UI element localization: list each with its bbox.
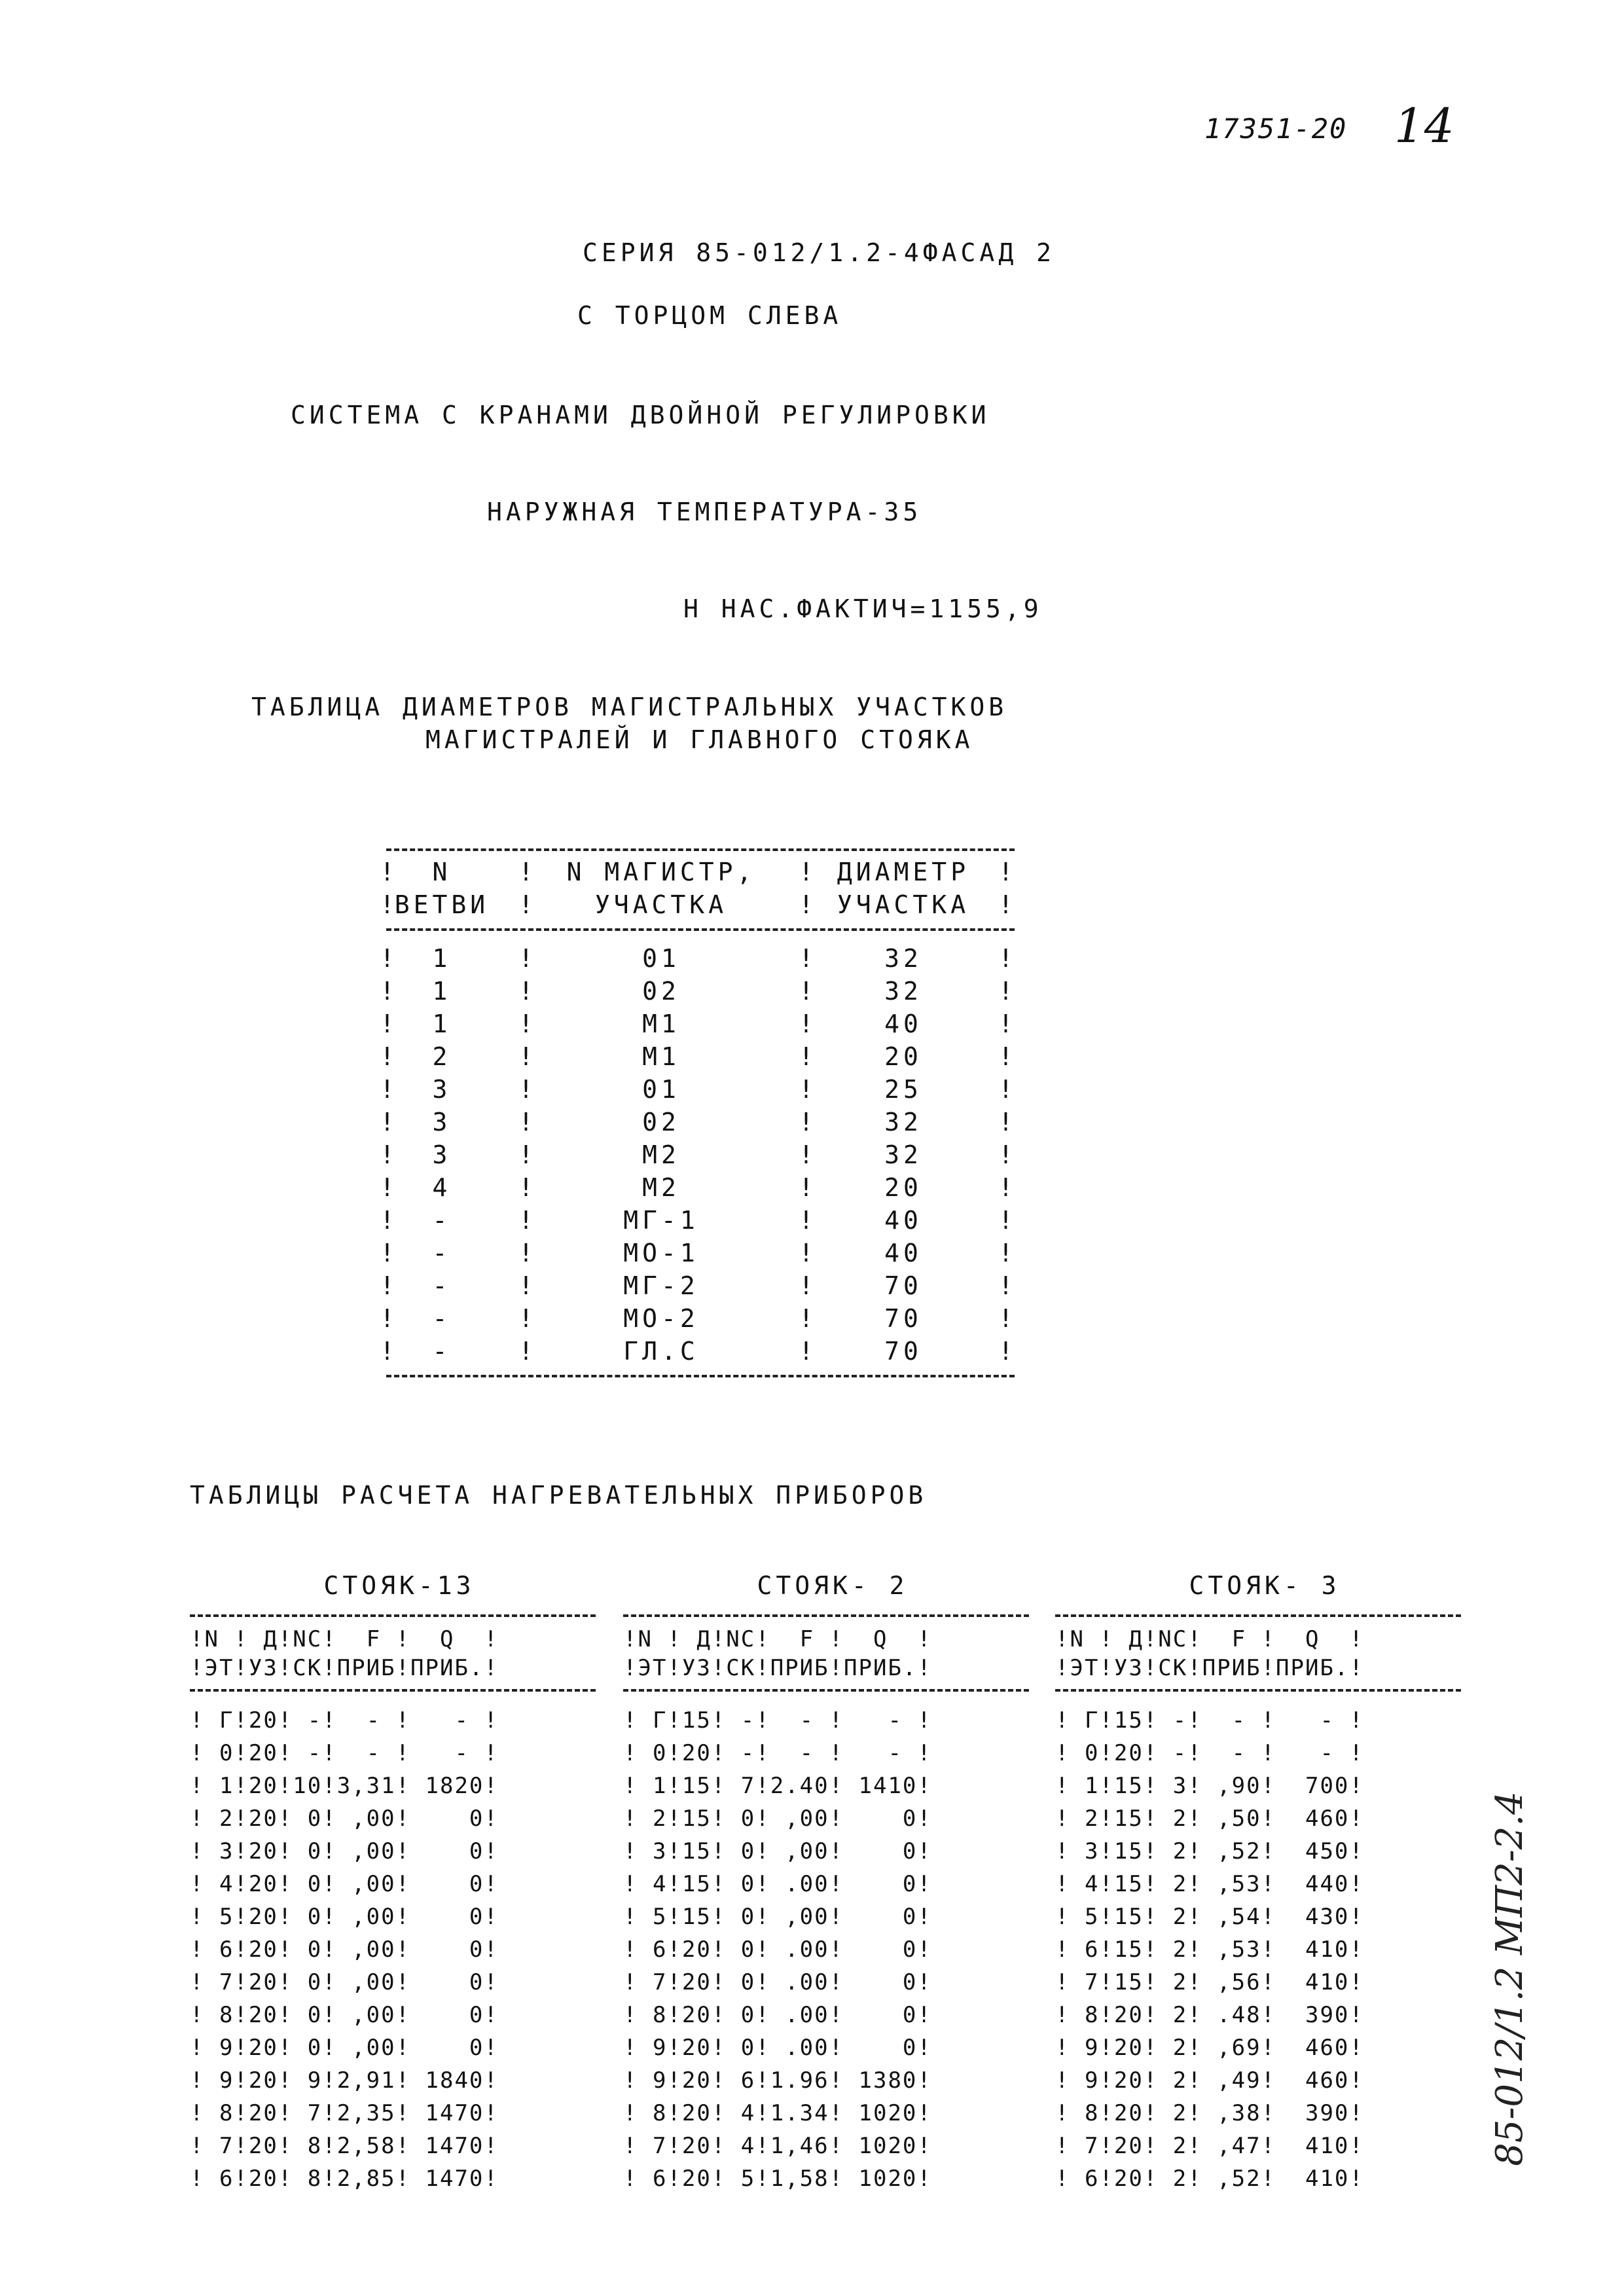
table-row: ! 5!20! 0! ,00! 0! [190,1904,499,1930]
table-rule [386,928,1015,931]
table-row: ! 7!20! 2! ,47! 410! [1055,2133,1364,2159]
table-cell: ГЛ.С [623,1337,699,1366]
table-cell: - [432,1337,452,1366]
column-separator: ! [998,858,1013,886]
table-header-row: !N ! Д!NС! F ! Q ! [623,1626,932,1652]
system-line: СИСТЕМА С КРАНАМИ ДВОЙНОЙ РЕГУЛИРОВКИ [291,401,990,429]
page-number: 14 [1394,98,1454,153]
table-row: ! 4!15! 0! .00! 0! [623,1871,932,1897]
riser-title: СТОЯК-13 [323,1571,475,1600]
column-separator: ! [380,1009,395,1038]
table-cell: М1 [642,1009,680,1038]
table-cell: 70 [884,1337,922,1366]
table-row: ! 8!20! 0! ,00! 0! [190,2002,499,2028]
column-separator: ! [518,1075,533,1104]
table-rule [190,1689,596,1692]
table-row: ! 2!15! 2! ,50! 460! [1055,1806,1364,1832]
table-row: ! 5!15! 2! ,54! 430! [1055,1904,1364,1930]
table-header-row: !ЭТ!УЗ!СК!ПРИБ!ПРИБ.! [190,1655,499,1681]
table-header-row: !N ! Д!NС! F ! Q ! [1055,1626,1364,1652]
table-cell: 3 [432,1140,452,1169]
table-header-cell: УЧАСТКА [837,890,970,919]
table-row: ! 9!20! 6!1.96! 1380! [623,2067,932,2094]
table-row: ! 2!20! 0! ,00! 0! [190,1806,499,1832]
column-separator: ! [518,1042,533,1071]
column-separator: ! [998,1239,1013,1267]
table-cell: МО-1 [623,1239,699,1267]
table-header-row: !ЭТ!УЗ!СК!ПРИБ!ПРИБ.! [623,1655,932,1681]
column-separator: ! [998,1271,1013,1300]
column-separator: ! [518,858,533,886]
table-cell: 25 [884,1075,922,1104]
table-row: ! 6!20! 2! ,52! 410! [1055,2166,1364,2192]
table-row: ! 3!20! 0! ,00! 0! [190,1838,499,1864]
column-separator: ! [518,890,533,919]
column-separator: ! [998,1206,1013,1235]
table-row: ! 0!20! -! - ! - ! [190,1740,499,1766]
temperature-line: НАРУЖНАЯ ТЕМПЕРАТУРА-35 [487,498,922,526]
table-rule [1055,1689,1461,1692]
column-separator: ! [518,977,533,1006]
column-separator: ! [518,1108,533,1136]
table-row: ! 5!15! 0! ,00! 0! [623,1904,932,1930]
series-line: СЕРИЯ 85-012/1.2-4ФАСАД 2 [583,238,1055,267]
table-rule [623,1614,1029,1617]
table-row: ! 3!15! 0! ,00! 0! [623,1838,932,1864]
stamp-text: 85-012/1.2 МП2-2.4 [1488,1791,1531,2166]
column-separator: ! [998,1075,1013,1104]
table-cell: 32 [884,1108,922,1136]
riser-title: СТОЯК- 3 [1189,1571,1341,1600]
table-cell: МО-2 [623,1304,699,1333]
table-row: ! 2!15! 0! ,00! 0! [623,1806,932,1832]
table-rule [386,1375,1015,1377]
table-cell: М2 [642,1140,680,1169]
table-row: ! 9!20! 2! ,49! 460! [1055,2067,1364,2094]
column-separator: ! [380,944,395,973]
column-separator: ! [998,1009,1013,1038]
table-cell: 02 [642,1108,680,1136]
table-row: ! 8!20! 4!1.34! 1020! [623,2100,932,2126]
document-number: 17351-20 [1204,113,1348,145]
column-separator: ! [799,1173,814,1202]
column-separator: ! [799,1108,814,1136]
column-separator: ! [799,1271,814,1300]
table-row: ! 9!20! 0! ,00! 0! [190,2035,499,2061]
heater-table-riser-13 [190,1571,609,2259]
column-separator: ! [799,1206,814,1235]
column-separator: ! [998,1140,1013,1169]
column-separator: ! [380,1271,395,1300]
riser-title: СТОЯК- 2 [757,1571,909,1600]
table-row: ! 7!20! 4!1,46! 1020! [623,2133,932,2159]
column-separator: ! [380,1075,395,1104]
table-cell: М2 [642,1173,680,1202]
table-row: ! 9!20! 9!2,91! 1840! [190,2067,499,2094]
table-header-row: !N ! Д!NС! F ! Q ! [190,1626,499,1652]
table-row: ! 8!20! 2! ,38! 390! [1055,2100,1364,2126]
table-header-cell: ВЕТВИ [394,890,490,919]
column-separator: ! [380,1108,395,1136]
table-row: ! Г!20! -! - ! - ! [190,1707,499,1734]
column-separator: ! [380,1304,395,1333]
column-separator: ! [998,1337,1013,1366]
table-cell: 1 [432,977,452,1006]
heater-section-title: ТАБЛИЦЫ РАСЧЕТА НАГРЕВАТЕЛЬНЫХ ПРИБОРОВ [190,1481,928,1510]
diameter-table-subtitle: МАГИСТРАЛЕЙ И ГЛАВНОГО СТОЯКА [425,725,974,754]
table-cell: - [432,1206,452,1235]
table-cell: 40 [884,1239,922,1267]
table-cell: М1 [642,1042,680,1071]
table-header-cell: ДИАМЕТР [837,858,970,886]
table-header-cell: N МАГИСТР, [566,858,756,886]
column-separator: ! [799,858,814,886]
table-cell: 02 [642,977,680,1006]
table-row: ! 6!20! 5!1,58! 1020! [623,2166,932,2192]
diameter-table-title: ТАБЛИЦА ДИАМЕТРОВ МАГИСТРАЛЬНЫХ УЧАСТКОВ [251,693,1008,721]
table-row: ! 6!15! 2! ,53! 410! [1055,1936,1364,1963]
column-separator: ! [998,890,1013,919]
table-row: ! Г!15! -! - ! - ! [1055,1707,1364,1734]
column-separator: ! [380,890,395,919]
column-separator: ! [518,1206,533,1235]
column-separator: ! [518,1304,533,1333]
table-row: ! 8!20! 2! .48! 390! [1055,2002,1364,2028]
table-row: ! 7!20! 8!2,58! 1470! [190,2133,499,2159]
table-cell: 2 [432,1042,452,1071]
table-cell: 40 [884,1206,922,1235]
table-row: ! 1!20!10!3,31! 1820! [190,1773,499,1799]
table-cell: 70 [884,1304,922,1333]
column-separator: ! [799,977,814,1006]
table-cell: 32 [884,977,922,1006]
table-row: ! 0!20! -! - ! - ! [623,1740,932,1766]
column-separator: ! [799,1140,814,1169]
column-separator: ! [799,1009,814,1038]
table-cell: - [432,1239,452,1267]
column-separator: ! [799,1239,814,1267]
table-cell: 3 [432,1075,452,1104]
column-separator: ! [518,1173,533,1202]
vertical-stamp [1447,1791,1531,2166]
table-rule [623,1689,1029,1692]
column-separator: ! [799,1042,814,1071]
table-row: ! 7!15! 2! ,56! 410! [1055,1969,1364,1995]
table-row: ! 9!20! 2! ,69! 460! [1055,2035,1364,2061]
table-rule [386,848,1015,851]
column-separator: ! [799,1337,814,1366]
table-cell: 01 [642,944,680,973]
table-header-cell: УЧАСТКА [594,890,728,919]
table-rule [1055,1614,1461,1617]
table-row: ! Г!15! -! - ! - ! [623,1707,932,1734]
table-row: ! 7!20! 0! .00! 0! [623,1969,932,1995]
column-separator: ! [799,944,814,973]
table-row: ! 4!20! 0! ,00! 0! [190,1871,499,1897]
table-cell: 01 [642,1075,680,1104]
table-cell: 1 [432,944,452,973]
table-row: ! 6!20! 0! ,00! 0! [190,1936,499,1963]
column-separator: ! [998,944,1013,973]
table-row: ! 9!20! 0! .00! 0! [623,2035,932,2061]
column-separator: ! [998,1042,1013,1071]
table-cell: 70 [884,1271,922,1300]
column-separator: ! [518,1239,533,1267]
head-line: Н НАС.ФАКТИЧ=1155,9 [683,594,1043,623]
table-cell: - [432,1304,452,1333]
column-separator: ! [380,1239,395,1267]
table-row: ! 8!20! 7!2,35! 1470! [190,2100,499,2126]
column-separator: ! [998,1304,1013,1333]
table-cell: 32 [884,1140,922,1169]
column-separator: ! [998,1173,1013,1202]
table-row: ! 6!20! 8!2,85! 1470! [190,2166,499,2192]
table-rule [190,1614,596,1617]
column-separator: ! [380,1173,395,1202]
column-separator: ! [380,1206,395,1235]
table-cell: 3 [432,1108,452,1136]
table-row: ! 6!20! 0! .00! 0! [623,1936,932,1963]
column-separator: ! [518,1337,533,1366]
table-row: ! 1!15! 3! ,90! 700! [1055,1773,1364,1799]
table-cell: 32 [884,944,922,973]
column-separator: ! [380,1140,395,1169]
table-row: ! 8!20! 0! .00! 0! [623,2002,932,2028]
column-separator: ! [380,977,395,1006]
column-separator: ! [799,890,814,919]
table-row: ! 1!15! 7!2.40! 1410! [623,1773,932,1799]
column-separator: ! [518,1009,533,1038]
table-cell: - [432,1271,452,1300]
table-cell: МГ-2 [623,1271,699,1300]
table-cell: 40 [884,1009,922,1038]
heater-table-riser-2 [623,1571,1042,2259]
column-separator: ! [380,1337,395,1366]
table-row: ! 3!15! 2! ,52! 450! [1055,1838,1364,1864]
table-cell: МГ-1 [623,1206,699,1235]
column-separator: ! [518,1140,533,1169]
column-separator: ! [380,1042,395,1071]
heater-table-riser-3 [1055,1571,1474,2259]
column-separator: ! [380,858,395,886]
table-cell: 20 [884,1042,922,1071]
column-separator: ! [518,1271,533,1300]
end-side-line: С ТОРЦОМ СЛЕВА [577,301,842,330]
column-separator: ! [998,977,1013,1006]
column-separator: ! [518,944,533,973]
table-cell: 1 [432,1009,452,1038]
table-header-cell: N [432,858,452,886]
table-cell: 20 [884,1173,922,1202]
table-row: ! 0!20! -! - ! - ! [1055,1740,1364,1766]
table-cell: 4 [432,1173,452,1202]
table-row: ! 4!15! 2! ,53! 440! [1055,1871,1364,1897]
column-separator: ! [799,1304,814,1333]
column-separator: ! [799,1075,814,1104]
column-separator: ! [998,1108,1013,1136]
table-header-row: !ЭТ!УЗ!СК!ПРИБ!ПРИБ.! [1055,1655,1364,1681]
table-row: ! 7!20! 0! ,00! 0! [190,1969,499,1995]
